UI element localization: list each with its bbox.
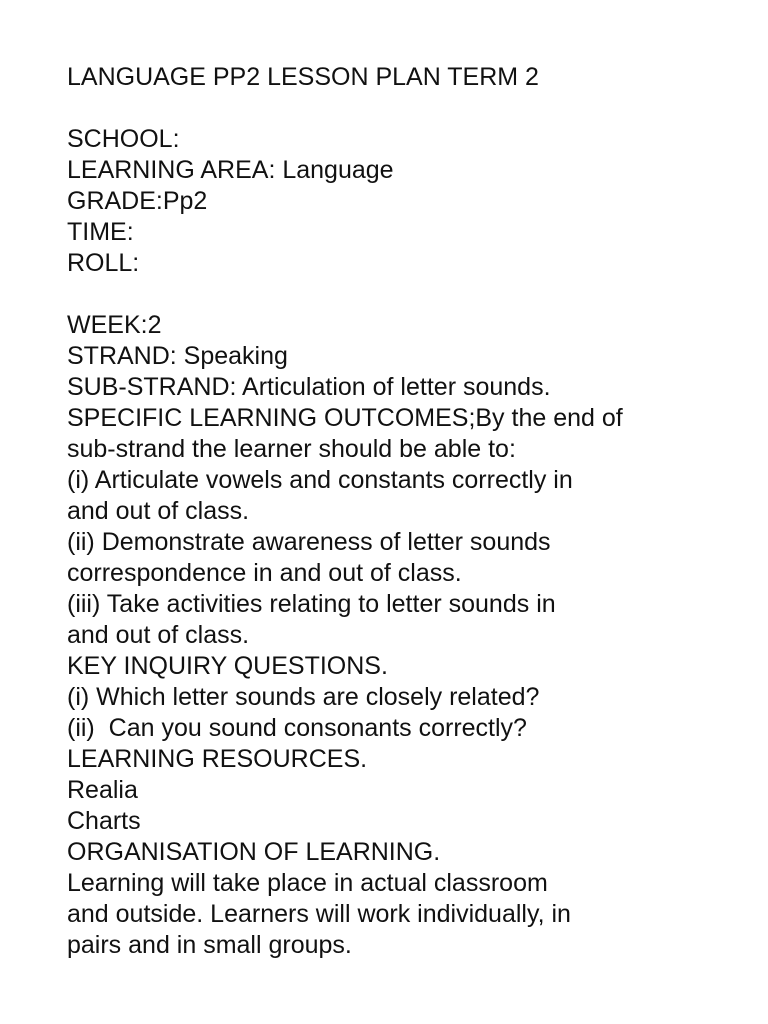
document-title: LANGUAGE PP2 LESSON PLAN TERM 2 bbox=[67, 63, 539, 91]
time-field: TIME: bbox=[67, 218, 134, 246]
blank-line bbox=[67, 279, 747, 310]
roll-field: ROLL: bbox=[67, 249, 140, 277]
resources-heading: LEARNING RESOURCES. bbox=[67, 745, 368, 773]
organisation-text-line: pairs and in small groups. bbox=[67, 931, 352, 959]
outcome-line: (iii) Take activities relating to letter sounds in bbox=[67, 590, 556, 618]
outcome-line: correspondence in and out of class. bbox=[67, 559, 462, 587]
lesson-plan-document bbox=[67, 62, 747, 961]
organisation-text-line: and outside. Learners will work individually, in bbox=[67, 900, 571, 928]
organisation-text-line: Learning will take place in actual classroom bbox=[67, 869, 548, 897]
week-field: WEEK:2 bbox=[67, 311, 162, 339]
outcome-line: and out of class. bbox=[67, 621, 250, 649]
grade-field: GRADE:Pp2 bbox=[67, 187, 208, 215]
organisation-heading: ORGANISATION OF LEARNING. bbox=[67, 838, 441, 866]
blank-line bbox=[67, 93, 747, 124]
outcomes-intro-line: SPECIFIC LEARNING OUTCOMES;By the end of bbox=[67, 404, 623, 432]
sub-strand-field: SUB-STRAND: Articulation of letter sounds. bbox=[67, 373, 551, 401]
strand-field: STRAND: Speaking bbox=[67, 342, 288, 370]
outcome-line: (i) Articulate vowels and constants correctly in bbox=[67, 466, 573, 494]
outcomes-intro-line: sub-strand the learner should be able to: bbox=[67, 435, 516, 463]
school-field: SCHOOL: bbox=[67, 125, 180, 153]
resource-item: Charts bbox=[67, 807, 141, 835]
outcome-line: and out of class. bbox=[67, 497, 250, 525]
learning-area-field: LEARNING AREA: Language bbox=[67, 156, 394, 184]
outcome-line: (ii) Demonstrate awareness of letter sounds bbox=[67, 528, 551, 556]
resource-item: Realia bbox=[67, 776, 138, 804]
inquiry-question: (ii) Can you sound consonants correctly? bbox=[67, 714, 527, 742]
inquiry-heading: KEY INQUIRY QUESTIONS. bbox=[67, 652, 388, 680]
inquiry-question: (i) Which letter sounds are closely related? bbox=[67, 683, 540, 711]
